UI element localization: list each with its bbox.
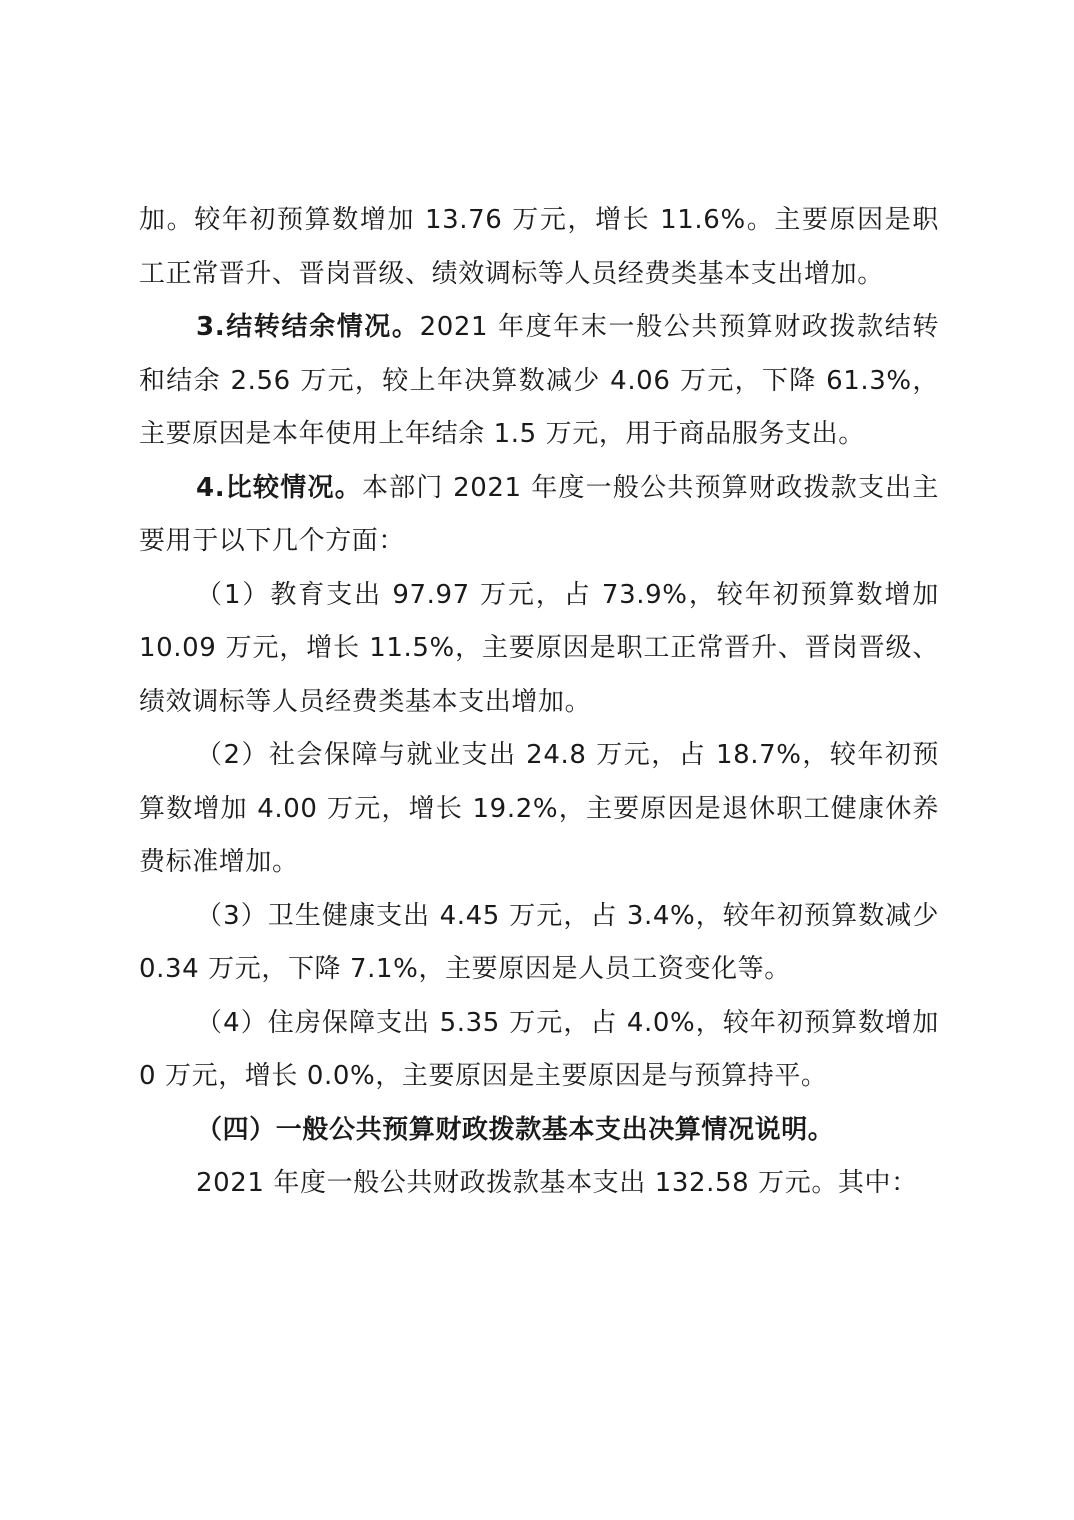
section-heading — [139, 1104, 939, 1158]
paragraph-comparison — [139, 462, 939, 569]
section-heading-text: （四）一般公共预算财政拨款基本支出决算情况说明。 — [196, 1114, 835, 1145]
paragraph-text: 2021 年度年末一般公共预算财政拨款结转和结余 2.56 万元，较上年决算数减少 4.06 万元，下降 61.3%，主要原因是本年使用上年结余 1.5 万元，用于商品服务支出。 — [139, 312, 939, 449]
paragraph-text: 2021 年度一般公共财政拨款基本支出 132.58 万元。其中： — [196, 1168, 918, 1198]
paragraph-education — [139, 569, 939, 730]
paragraph-health — [139, 890, 939, 997]
paragraph-housing — [139, 997, 939, 1104]
paragraph-text: 加。较年初预算数增加 13.76 万元，增长 11.6%。主要原因是职工正常晋升、晋岗晋级、绩效调标等人员经费类基本支出增加。 — [139, 205, 939, 289]
paragraph-text: （1）教育支出 97.97 万元，占 73.9%，较年初预算数增加 10.09 万元，增长 11.5%，主要原因是职工正常晋升、晋岗晋级、绩效调标等人员经费类基本支出增加。 — [139, 579, 939, 717]
paragraph-social-security — [139, 729, 939, 890]
paragraph-carryover-balance — [139, 301, 939, 462]
paragraph-text: （3）卫生健康支出 4.45 万元，占 3.4%，较年初预算数减少 0.34 万元，下降 7.1%，主要原因是人员工资变化等。 — [139, 900, 939, 984]
paragraph-heading: 4.比较情况。 — [196, 472, 362, 503]
paragraph-text: （2）社会保障与就业支出 24.8 万元，占 18.7%，较年初预算数增加 4.00 万元，增长 19.2%，主要原因是退休职工健康休养费标准增加。 — [139, 740, 939, 877]
paragraph-heading: 3.结转结余情况。 — [196, 312, 420, 342]
paragraph-basic-expenditure — [139, 1157, 939, 1211]
document-page — [139, 194, 939, 1211]
paragraph-text: （4）住房保障支出 5.35 万元，占 4.0%，较年初预算数增加 0 万元，增长 0.0%，主要原因是主要原因是与预算持平。 — [139, 1007, 939, 1091]
paragraph-continuation — [139, 194, 939, 301]
paragraph-text: 本部门 2021 年度一般公共预算财政拨款支出主要用于以下几个方面： — [139, 472, 939, 556]
